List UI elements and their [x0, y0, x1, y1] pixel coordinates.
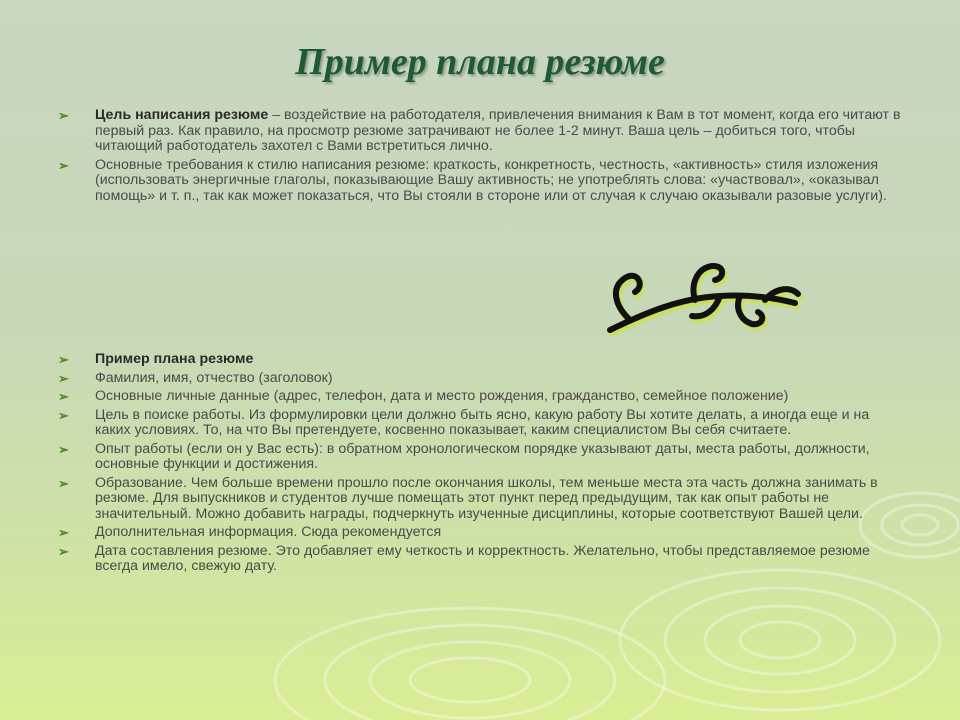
- bullet-arrow-icon: ➢: [58, 475, 69, 491]
- list-item: [58, 525, 908, 541]
- list-item: [58, 389, 908, 405]
- item-bold-label: Цель написания резюме: [95, 107, 269, 123]
- bullet-arrow-icon: ➢: [58, 525, 69, 540]
- bullet-arrow-icon: ➢: [58, 370, 69, 386]
- item-text: – воздействие на работодателя, привлечения внимания к Вам в тот момент, когда его читают в первый раз. Как правило, на просмотр резюме затрачивают не более 1-2 минут. Ваша цель – добиться того, чтобы читающий работодатель захотел с Вами встретиться лично.: [95, 107, 901, 154]
- bullet-arrow-icon: ➢: [58, 543, 69, 559]
- item-text: Дата составления резюме. Это добавляет ему четкость и корректность. Желательно, чтобы представляемое резюме всегда имело, свежую дату.: [95, 542, 870, 574]
- floral-swirl-ornament-icon: [600, 258, 810, 348]
- item-text: Основные личные данные (адрес, телефон, дата и место рождения, гражданство, семейное положение): [95, 388, 789, 404]
- item-text: Образование. Чем больше времени прошло после окончания школы, тем меньше места эта часть должна занимать в резюме. Для выпускников и студентов лучше помещать этот пункт перед предыдущим, так как опыт работы не значительный. Можно добавить награды, подчеркнуть изученные дисциплины, которые соответствуют Вашей цели.: [95, 474, 878, 522]
- bullet-arrow-icon: ➢: [58, 108, 69, 123]
- item-bold-label: Пример плана резюме: [95, 351, 254, 367]
- list-item: [58, 476, 908, 523]
- list-item: [58, 544, 908, 575]
- list-item: [58, 108, 908, 155]
- item-text: Основные требования к стилю написания резюме: краткость, конкретность, честность, «активность» стиля изложения (использовать энергичные глаголы, показывающие Вашу активность; не употреблять слова: «участвовал», «оказывал помощь» и т. п., так как может показаться, что Вы стояли в стороне или от случая к случаю оказывали разовые услуги).: [95, 156, 887, 204]
- list-item: [58, 352, 908, 368]
- resume-plan-bullet-list: [58, 352, 908, 578]
- bullet-arrow-icon: ➢: [58, 389, 69, 404]
- item-text: Дополнительная информация. Сюда рекомендуется: [95, 524, 442, 540]
- list-item: [58, 158, 908, 205]
- list-item: [58, 408, 908, 439]
- item-text: Опыт работы (если он у Вас есть): в обратном хронологическом порядке указывают даты, места работы, должности, основные функции и достижения.: [95, 440, 870, 472]
- list-item: [58, 371, 908, 387]
- bullet-arrow-icon: ➢: [58, 157, 69, 173]
- item-text: Цель в поиске работы. Из формулировки цели должно быть ясно, какую работу Вы хотите делать, а иногда еще и на каких условиях. То, на что Вы претендуете, косвенно показывает, каким специалистом Вы себя считаете.: [95, 406, 870, 438]
- bullet-arrow-icon: ➢: [58, 441, 69, 457]
- bullet-arrow-icon: ➢: [58, 352, 69, 367]
- list-item: [58, 442, 908, 473]
- slide-title: Пример плана резюме: [295, 41, 665, 83]
- item-text: Фамилия, имя, отчество (заголовок): [95, 369, 333, 386]
- bullet-arrow-icon: ➢: [58, 407, 69, 423]
- intro-bullet-list: [58, 108, 908, 207]
